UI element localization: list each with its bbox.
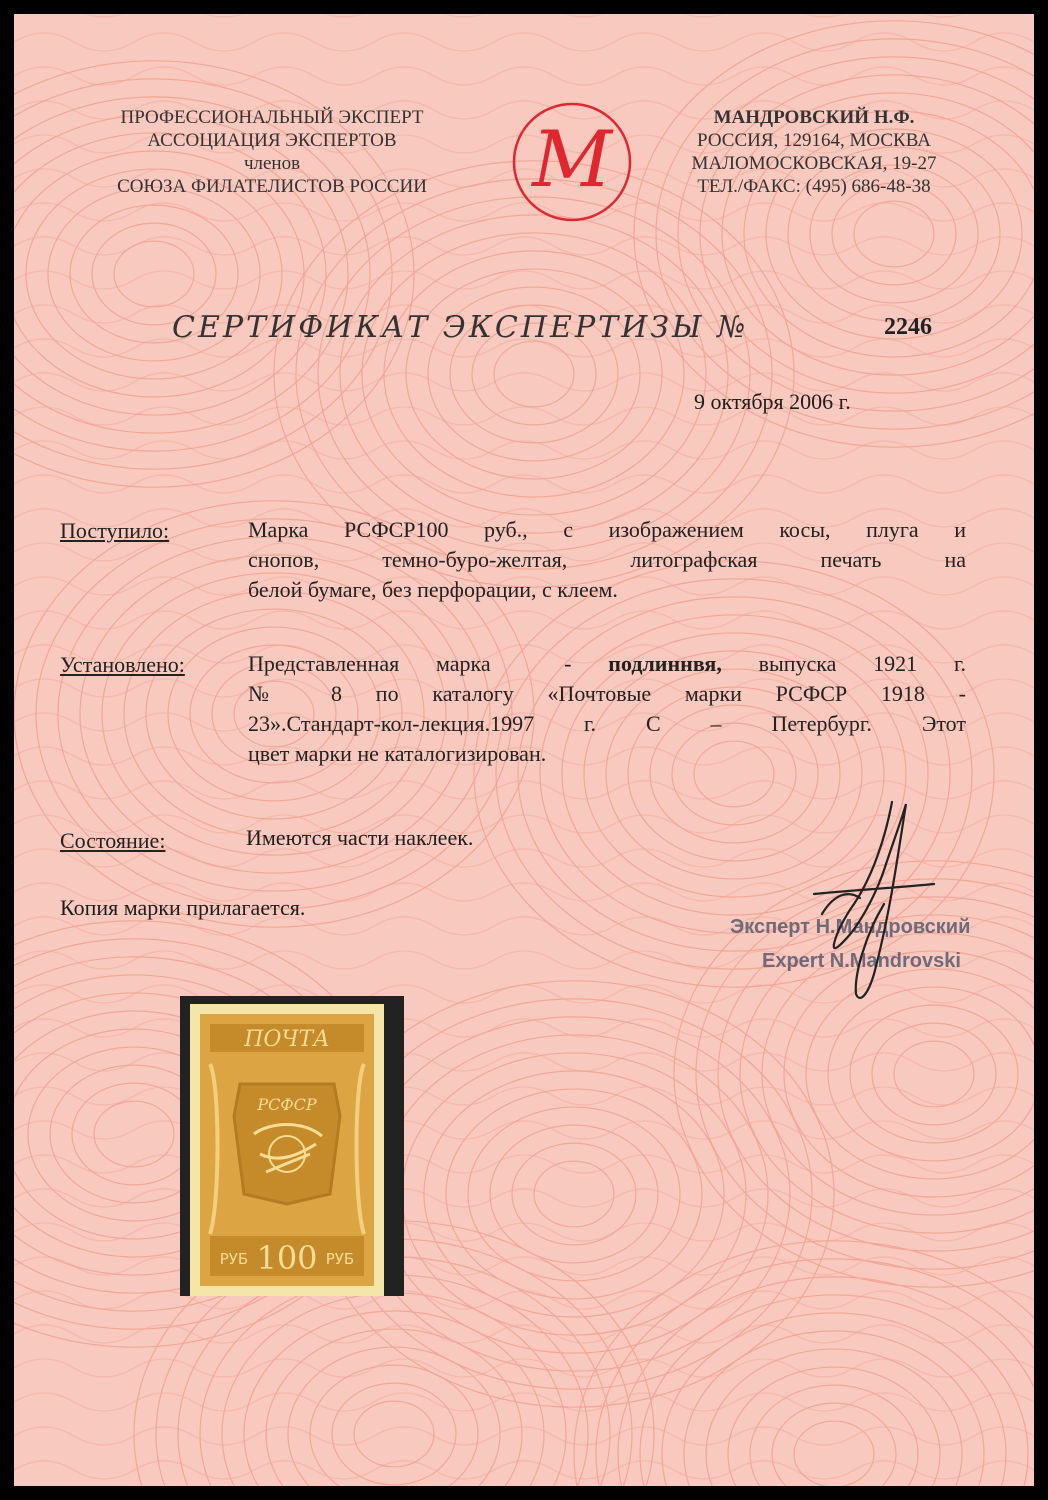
expert-stamp-line-2: Expert N.Mandrovski xyxy=(762,950,961,972)
address-line-1: РОССИЯ, 129164, МОСКВА xyxy=(697,130,931,151)
stamp-value: 100 xyxy=(256,1239,318,1277)
expert-stamp-line-1: Эксперт Н.Мандровский xyxy=(730,916,971,938)
established-line-1-suffix: выпуска 1921 г. xyxy=(721,651,966,676)
received-line-2: снопов, темно-буро-желтая, литографская печать на xyxy=(248,547,966,572)
expert-signature xyxy=(794,794,944,1004)
phone-fax: ТЕЛ./ФАКС: (495) 686-48-38 xyxy=(697,176,931,197)
certificate-date: 9 октября 2006 г. xyxy=(694,389,851,414)
received-text xyxy=(248,515,966,605)
header-left-line-1: ПРОФЕССИОНАЛЬНЫЙ ЭКСПЕРТ xyxy=(120,107,424,128)
header-left-line-3: членов xyxy=(243,153,301,174)
received-line-3: белой бумаге, без перфорации, с клеем. xyxy=(248,577,618,602)
certificate-title: СЕРТИФИКАТ ЭКСПЕРТИЗЫ № xyxy=(172,310,749,345)
header-left xyxy=(92,106,452,198)
established-label: Установлено: xyxy=(60,652,185,677)
stamp-bottom-left: РУБ xyxy=(219,1250,249,1268)
condition-label: Состояние: xyxy=(60,828,166,853)
condition-text: Имеются части наклеек. xyxy=(246,825,474,850)
stamp-emblem-text: РСФСР xyxy=(257,1095,317,1114)
authentic-verdict: подлиннвя, xyxy=(608,651,722,676)
received-line-1: Марка РСФСР100 руб., с изображением косы, плуга и xyxy=(248,517,966,542)
established-line-4: цвет марки не каталогизирован. xyxy=(248,741,547,766)
header-left-line-4: СОЮЗА ФИЛАТЕЛИСТОВ РОССИИ xyxy=(117,176,427,197)
header-right xyxy=(634,106,994,198)
certificate-sheet xyxy=(14,14,1034,1486)
stamp-bottom-right: РУБ xyxy=(325,1250,355,1268)
address-line-2: МАЛОМОСКОВСКАЯ, 19-27 xyxy=(691,153,937,174)
postage-stamp xyxy=(190,1004,384,1296)
established-text xyxy=(248,649,966,769)
copy-note: Копия марки прилагается. xyxy=(60,895,306,920)
logo-letter: M xyxy=(532,115,612,205)
established-line-1-prefix: Представленная марка - xyxy=(248,651,609,676)
stamp-top-text: ПОЧТА xyxy=(244,1027,330,1052)
mandrovski-logo xyxy=(506,96,638,228)
header-left-line-2: АССОЦИАЦИЯ ЭКСПЕРТОВ xyxy=(147,130,397,151)
established-line-2: № 8 по каталогу «Почтовые марки РСФСР 1918 - xyxy=(248,681,966,706)
established-line-3: 23».Стандарт-кол-лекция.1997 г. С – Петербург. Этот xyxy=(248,711,966,736)
certificate-number: 2246 xyxy=(884,314,932,340)
received-label: Поступило: xyxy=(60,518,170,543)
established-line-1 xyxy=(248,649,966,679)
expert-name: МАНДРОВСКИЙ Н.Ф. xyxy=(713,107,915,128)
